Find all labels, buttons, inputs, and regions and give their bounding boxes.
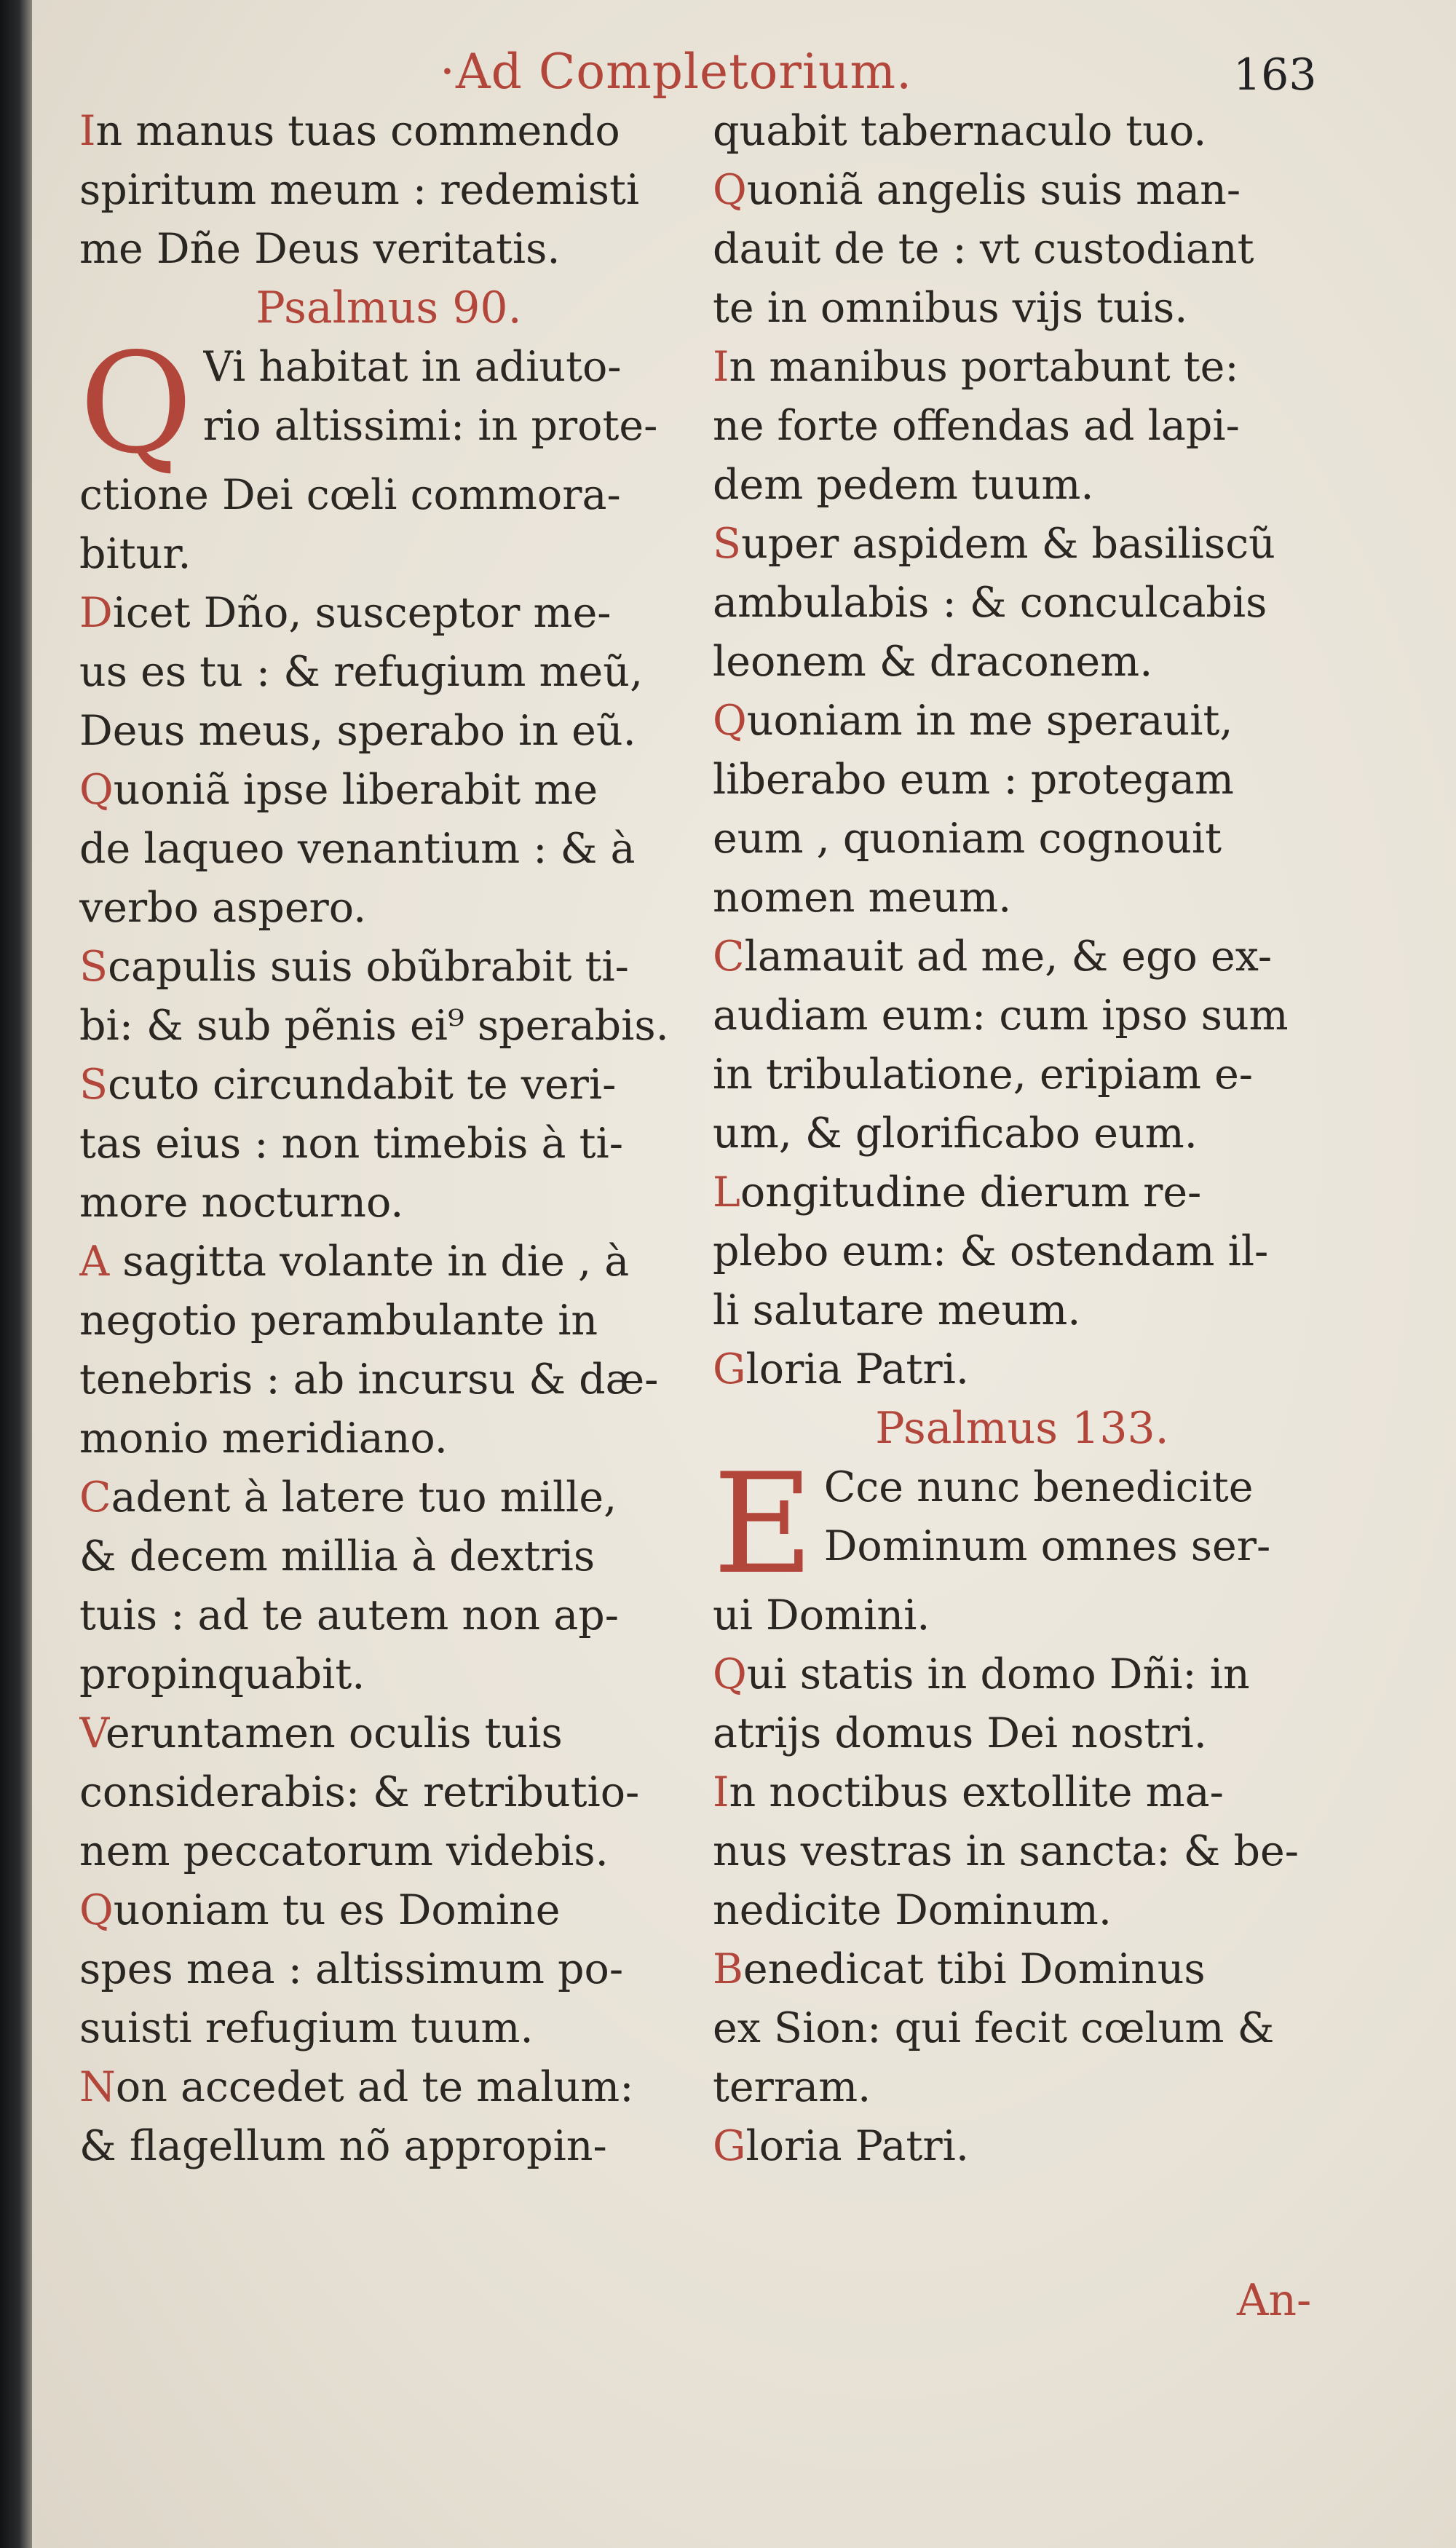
verse-line	[79, 702, 698, 761]
verse-text: um, & glorificabo eum.	[713, 1109, 1198, 1158]
verse-line	[79, 1940, 698, 1999]
verse-text: dem pedem tuum.	[713, 461, 1094, 509]
verse-line	[713, 1104, 1332, 1163]
verse-line	[79, 1999, 698, 2058]
verse-text: sagitta volante in die , à	[109, 1238, 630, 1286]
verse-text: leonem & draconem.	[713, 638, 1153, 686]
verse-text: eruntamen oculis tuis	[105, 1709, 563, 1757]
verse-text: ui Domini.	[713, 1591, 930, 1639]
verse-line	[713, 633, 1332, 692]
rubric-initial: D	[79, 589, 113, 637]
verse-text: me Dñe Deus veritatis.	[79, 225, 561, 273]
verse-text: n manus tuas commendo	[95, 107, 620, 155]
verse-text: ctione Dei cœli commora-	[79, 471, 621, 519]
verse-text: negotio perambulante in	[79, 1297, 598, 1345]
verse-text: spiritum meum : redemisti	[79, 166, 640, 214]
verse-line	[713, 279, 1332, 338]
verse-line	[79, 2117, 698, 2176]
verse-text: bi: & sub pẽnis ei⁹ sperabis.	[79, 1002, 669, 1050]
verse-text: icet Dño, susceptor me-	[112, 589, 612, 637]
verse-line	[79, 1174, 698, 1233]
verse-text: loria Patri.	[745, 2122, 969, 2170]
verse-line	[713, 1045, 1332, 1104]
verse-line	[79, 1704, 698, 1763]
drop-capital: Q	[79, 323, 193, 484]
verse-line	[79, 1645, 698, 1704]
verse-line	[79, 1527, 698, 1586]
verse-text: uoniam in me sperauit,	[746, 697, 1233, 745]
verse-line	[79, 938, 698, 997]
verse-line	[713, 1340, 1332, 1399]
verse-line	[79, 1409, 698, 1468]
running-header	[32, 29, 1456, 109]
verse-text: quabit tabernaculo tuo.	[713, 107, 1207, 155]
verse-text: loria Patri.	[745, 1345, 969, 1393]
verse-line	[79, 1468, 698, 1527]
verse-text: capulis suis obũbrabit ti-	[108, 943, 629, 991]
verse-line	[713, 1586, 1332, 1645]
verse-line	[79, 1115, 698, 1174]
rubric-initial: I	[713, 1768, 729, 1816]
book-page	[32, 0, 1456, 2548]
rubric-initial: V	[79, 1709, 106, 1757]
verse-text: considerabis: & retributio-	[79, 1768, 640, 1816]
verse-line	[79, 820, 698, 879]
verse-text: liberabo eum : protegam	[713, 756, 1234, 804]
verse-line	[79, 1056, 698, 1115]
verse-line	[79, 643, 698, 702]
verse-text: nomen meum.	[713, 874, 1012, 922]
header-title: ·Ad Completorium.	[440, 44, 913, 100]
verse-line	[713, 1763, 1332, 1822]
psalm-heading: Psalmus 133.	[875, 1403, 1169, 1454]
rubric-initial: I	[713, 343, 729, 391]
rubric-initial: Q	[713, 166, 747, 214]
right-column	[713, 102, 1332, 2176]
verse-line	[713, 2058, 1332, 2117]
rubric-initial: Q	[713, 697, 747, 745]
verse-text: us es tu : & refugium meũ,	[79, 648, 644, 696]
rubric-initial: G	[713, 2122, 746, 2170]
verse-text: monio meridiano.	[79, 1415, 448, 1463]
verse-text: ambulabis : & conculcabis	[713, 579, 1267, 627]
verse-line	[79, 1881, 698, 1940]
verse-line	[713, 1222, 1332, 1281]
verse-text: tenebris : ab incursu & dæ-	[79, 1356, 659, 1404]
verse-text: Deus meus, sperabo in eũ.	[79, 707, 636, 755]
verse-line	[713, 810, 1332, 869]
verse-line	[79, 1350, 698, 1409]
rubric-initial: C	[79, 1473, 111, 1522]
verse-line	[713, 1881, 1332, 1940]
verse-line	[79, 2058, 698, 2117]
verse-line	[79, 161, 698, 220]
verse-text: enedicat tibi Dominus	[743, 1945, 1206, 1993]
verse-line	[79, 584, 698, 643]
rubric-initial: G	[713, 1345, 746, 1393]
verse-line: rio altissimi: in prote-	[202, 402, 658, 450]
verse-text: te in omnibus vijs tuis.	[713, 284, 1188, 332]
verse-line	[79, 466, 698, 525]
verse-text: more nocturno.	[79, 1179, 404, 1227]
verse-line	[713, 456, 1332, 515]
verse-dropcap-block	[79, 323, 698, 484]
verse-text: li salutare meum.	[713, 1286, 1081, 1334]
catchword: An-	[1237, 2275, 1312, 2326]
verse-text: bitur.	[79, 530, 191, 578]
verse-line	[713, 1999, 1332, 2058]
verse-line	[713, 1704, 1332, 1763]
verse-text: uoniã angelis suis man-	[746, 166, 1241, 214]
verse-text: verbo aspero.	[79, 884, 367, 932]
verse-text: & flagellum nõ appropin-	[79, 2122, 607, 2170]
drop-capital: E	[713, 1444, 814, 1605]
verse-line	[713, 397, 1332, 456]
verse-line	[713, 751, 1332, 810]
verse-line	[713, 986, 1332, 1045]
verse-line	[79, 102, 698, 161]
verse-text: eum , quoniam cognouit	[713, 815, 1222, 863]
verse-text: lamauit ad me, & ego ex-	[744, 933, 1273, 981]
verse-line	[713, 869, 1332, 927]
verse-text: propinquabit.	[79, 1650, 365, 1698]
verse-text: & decem millia à dextris	[79, 1532, 596, 1580]
verse-text: uoniam tu es Domine	[113, 1886, 561, 1934]
verse-text: uper aspidem & basiliscũ	[741, 520, 1275, 568]
verse-line	[713, 2117, 1332, 2176]
verse-line	[713, 220, 1332, 279]
rubric-initial: S	[79, 1061, 108, 1109]
verse-line	[79, 1763, 698, 1822]
page-number: 163	[1233, 50, 1317, 100]
rubric-initial: C	[713, 933, 745, 981]
verse-line	[713, 1163, 1332, 1222]
verse-dropcap-block	[713, 1444, 1332, 1605]
verse-line	[79, 1291, 698, 1350]
verse-line	[713, 692, 1332, 751]
verse-line	[713, 338, 1332, 397]
verse-text: terram.	[713, 2063, 871, 2111]
verse-line: Vi habitat in adiuto-	[202, 343, 622, 391]
verse-text: uoniã ipse liberabit me	[113, 766, 598, 814]
verse-text: tas eius : non timebis à ti-	[79, 1120, 623, 1168]
rubric-initial: L	[713, 1168, 740, 1216]
verse-text: n manibus portabunt te:	[729, 343, 1239, 391]
rubric-initial: S	[713, 520, 742, 568]
verse-text: cuto circundabit te veri-	[108, 1061, 617, 1109]
verse-text: tuis : ad te autem non ap-	[79, 1591, 619, 1639]
psalm-heading: Psalmus 90.	[256, 282, 522, 333]
verse-text: suisti refugium tuum.	[79, 2004, 534, 2052]
verse-line	[79, 220, 698, 279]
verse-text: adent à latere tuo mille,	[111, 1473, 617, 1522]
verse-line	[79, 997, 698, 1056]
rubric-initial: Q	[713, 1650, 747, 1698]
binding-edge	[0, 0, 32, 2548]
rubric-initial: N	[79, 2063, 116, 2111]
verse-text: nus vestras in sancta: & be-	[713, 1827, 1299, 1875]
verse-line	[713, 1822, 1332, 1881]
verse-text: dauit de te : vt custodiant	[713, 225, 1254, 273]
rubric-initial: I	[79, 107, 96, 155]
rubric-initial: Q	[79, 1886, 114, 1934]
verse-line	[79, 879, 698, 938]
verse-text: nem peccatorum videbis.	[79, 1827, 609, 1875]
verse-line	[79, 761, 698, 820]
verse-line	[713, 1645, 1332, 1704]
verse-line	[713, 161, 1332, 220]
verse-text: ui statis in domo Dñi: in	[746, 1650, 1250, 1698]
verse-line	[713, 574, 1332, 633]
verse-line	[713, 102, 1332, 161]
verse-text: ongitudine dierum re-	[740, 1168, 1202, 1216]
verse-line: Cce nunc benedicite	[823, 1463, 1254, 1511]
left-column	[79, 102, 698, 2176]
verse-text: ne forte offendas ad lapi-	[713, 402, 1240, 450]
verse-line	[713, 1940, 1332, 1999]
verse-line: Dominum omnes ser-	[823, 1522, 1271, 1570]
verse-line	[79, 1586, 698, 1645]
verse-text: n noctibus extollite ma-	[729, 1768, 1224, 1816]
rubric-initial: S	[79, 943, 108, 991]
verse-text: plebo eum: & ostendam il-	[713, 1227, 1269, 1275]
verse-text: de laqueo venantium : & à	[79, 825, 636, 873]
rubric-initial: A	[79, 1238, 110, 1286]
verse-text: on accedet ad te malum:	[115, 2063, 634, 2111]
rubric-initial: B	[713, 1945, 743, 1993]
verse-text: spes mea : altissimum po-	[79, 1945, 624, 1993]
verse-line	[79, 1822, 698, 1881]
rubric-initial: Q	[79, 766, 114, 814]
verse-line	[713, 927, 1332, 986]
verse-text: nedicite Dominum.	[713, 1886, 1112, 1934]
verse-line	[713, 1281, 1332, 1340]
verse-line	[79, 1233, 698, 1291]
verse-line	[713, 515, 1332, 574]
verse-text: atrijs domus Dei nostri.	[713, 1709, 1207, 1757]
verse-text: audiam eum: cum ipso sum	[713, 992, 1289, 1040]
verse-text: ex Sion: qui fecit cœlum &	[713, 2004, 1275, 2052]
verse-line	[79, 525, 698, 584]
verse-text: in tribulatione, eripiam e-	[713, 1051, 1254, 1099]
